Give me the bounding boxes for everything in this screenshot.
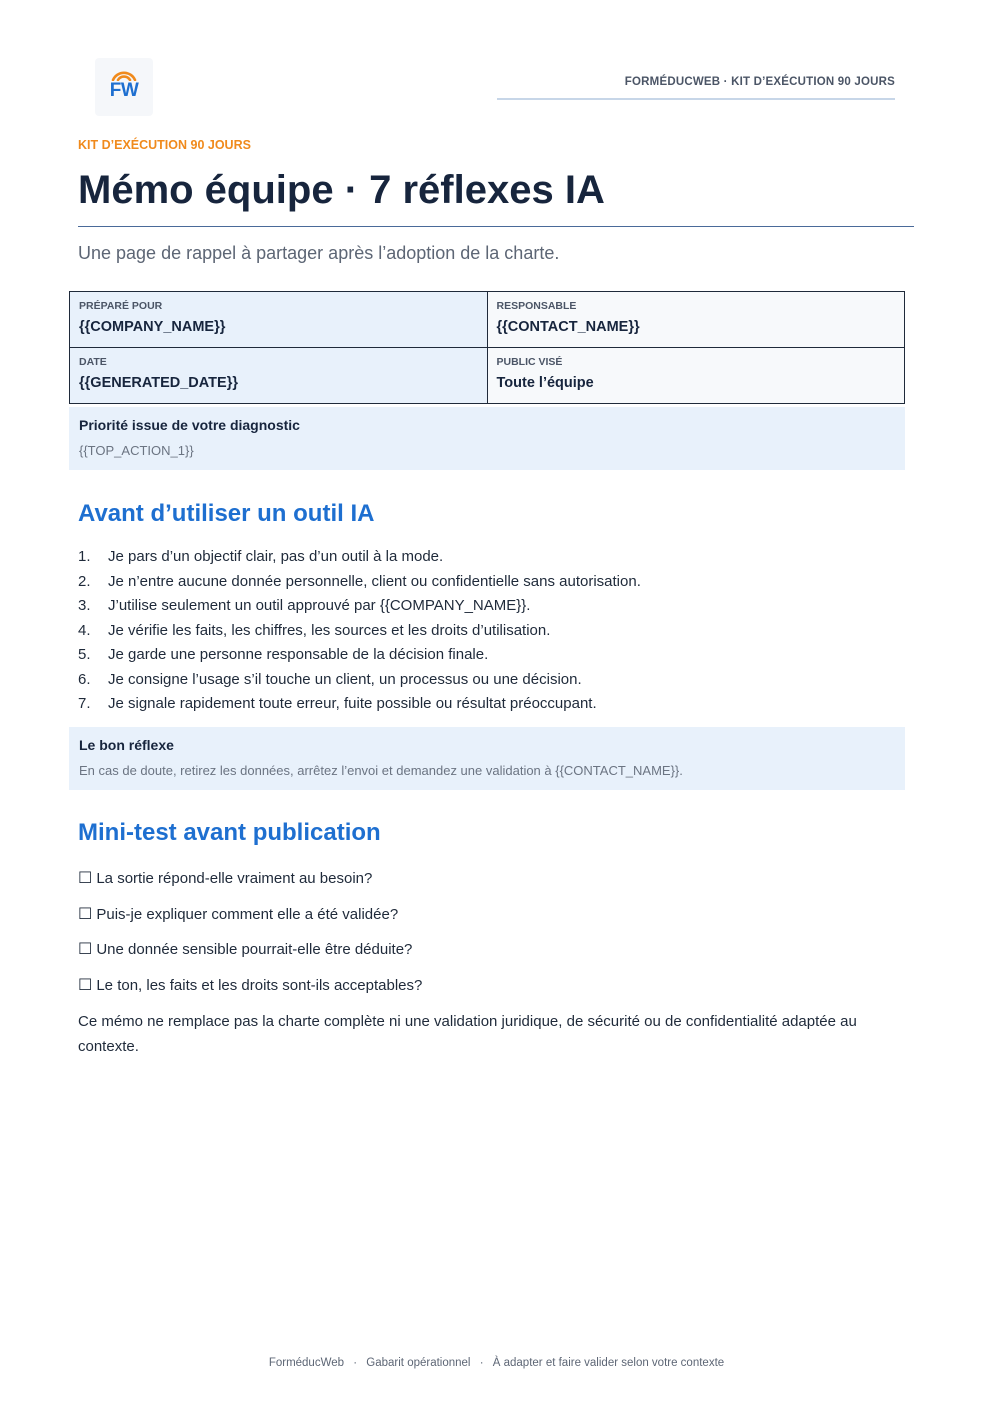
footer-advice: À adapter et faire valider selon votre contexte (492, 1357, 725, 1369)
list-item: 3. J’utilise seulement un outil approuvé par {{COMPANY_NAME}}. (78, 597, 531, 614)
meta-label: DATE (79, 356, 107, 368)
footer-template: Gabarit opérationnel (366, 1357, 471, 1369)
checklist-item: ☐ Le ton, les faits et les droits sont-ils acceptables? (78, 976, 423, 994)
good-reflex-text: En cas de doute, retirez les données, arrêtez l’envoi et demandez une validation à {{CONTACT_NAME}}. (79, 763, 683, 778)
meta-value: {{CONTACT_NAME}} (496, 319, 640, 335)
meta-audience (487, 348, 905, 404)
logo-text: FW (109, 80, 139, 101)
reflex-list (78, 548, 908, 720)
page-subtitle: Une page de rappel à partager après l’adoption de la charte. (78, 243, 560, 263)
checkbox-icon[interactable]: ☐ (78, 976, 93, 994)
meta-table (69, 291, 905, 404)
meta-label: PUBLIC VISÉ (496, 356, 563, 368)
title-divider (78, 226, 914, 227)
list-item: 5. Je garde une personne responsable de la décision finale. (78, 646, 489, 663)
list-item: 6. Je consigne l’usage s’il touche un client, un processus ou une décision. (78, 670, 582, 688)
disclaimer-note: Ce mémo ne remplace pas la charte complète ni une validation juridique, de sécurité ou de confidentialité adaptée au contexte. (78, 1013, 857, 1055)
section-heading-mini-test: Mini-test avant publication (78, 819, 381, 846)
checkbox-icon[interactable]: ☐ (78, 905, 93, 923)
footer-separator: · (479, 1357, 484, 1369)
section-heading-before-use: Avant d’utiliser un outil IA (78, 500, 375, 527)
footer-separator: · (353, 1357, 358, 1369)
checkbox-icon[interactable]: ☐ (78, 870, 93, 887)
checklist-item: ☐ La sortie répond-elle vraiment au besoin? (78, 870, 373, 887)
checklist-item: ☐ Une donnée sensible pourrait-elle être déduite? (78, 941, 413, 958)
good-reflex-title: Le bon réflexe (79, 737, 174, 753)
priority-title: Priorité issue de votre diagnostic (79, 417, 300, 433)
meta-owner (487, 292, 905, 348)
list-item: 1. Je pars d’un objectif clair, pas d’un outil à la mode. (78, 548, 444, 565)
checklist (78, 868, 422, 1010)
list-item: 2. Je n’entre aucune donnée personnelle, client ou confidentielle sans autorisation. (78, 572, 641, 590)
list-item: 7. Je signale rapidement toute erreur, fuite possible ou résultat préoccupant. (78, 695, 597, 712)
meta-value: {{COMPANY_NAME}} (79, 319, 226, 335)
header-brand-line: FORMÉDUCWEB · KIT D’EXÉCUTION 90 JOURS (497, 76, 895, 100)
meta-value: {{GENERATED_DATE}} (79, 375, 238, 391)
list-item: 4. Je vérifie les faits, les chiffres, les sources et les droits d’utilisation. (78, 621, 551, 639)
meta-value: Toute l’équipe (496, 375, 594, 391)
meta-label: RESPONSABLE (496, 300, 577, 312)
good-reflex-callout (69, 727, 905, 790)
meta-label: PRÉPARÉ POUR (79, 300, 163, 312)
meta-date (70, 348, 488, 404)
checklist-item: ☐ Puis-je expliquer comment elle a été validée? (78, 905, 399, 923)
page-title: Mémo équipe · 7 réflexes IA (78, 168, 605, 212)
footer-brand: ForméducWeb (268, 1357, 345, 1369)
meta-prepared-for (70, 292, 488, 348)
page-footer (0, 1357, 993, 1369)
kicker: KIT D’EXÉCUTION 90 JOURS (78, 138, 251, 152)
brand-logo (95, 58, 153, 116)
priority-text: {{TOP_ACTION_1}} (79, 443, 194, 458)
checkbox-icon[interactable]: ☐ (78, 941, 93, 958)
priority-callout (69, 407, 905, 470)
